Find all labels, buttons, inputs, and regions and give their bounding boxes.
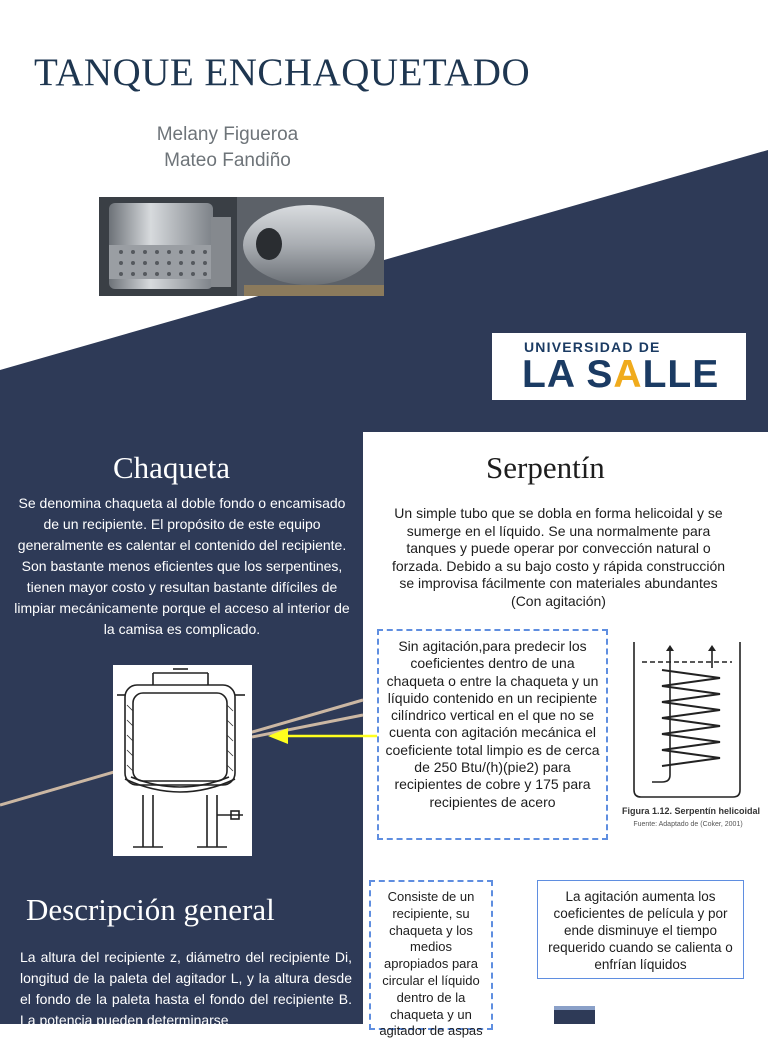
logo-text-a: LA S xyxy=(522,353,614,396)
figure-source: Fuente: Adaptado de (Coker, 2001) xyxy=(633,821,743,828)
logo-text-b: LLE xyxy=(642,353,720,396)
tank-photos xyxy=(99,197,384,296)
figure-caption: Figura 1.12. Serpentín helicoidal xyxy=(622,806,761,816)
sin-agitacion-box: Sin agitación,para predecir los coeficientes dentro de una chaqueta o entre la chaqueta y un líquido contenido en un recipiente cilíndrico vertical en el que no se cuenta con agitación mecánica el coeficiente total limpio es de cerca de 250 Btu/(h)(pie2) para recipientes de cobre y 175 para recipientes de acero xyxy=(377,629,608,840)
descripcion-text: La altura del recipiente z, diámetro del recipiente Di, longitud de la paleta del agitador L, y la altura desde el fondo de la paleta hasta el fondo del recipiente B. La potencia pueden determinarse xyxy=(20,949,352,1028)
logo-main-text xyxy=(522,353,719,397)
page-title: TANQUE ENCHAQUETADO xyxy=(34,51,531,94)
author-name: Mateo Fandiño xyxy=(164,150,291,171)
logo-top-text: UNIVERSIDAD DE xyxy=(524,339,661,355)
logo-gold-letter: A xyxy=(613,353,643,396)
serpentin-description: Un simple tubo que se dobla en forma helicoidal y se sumerge en el líquido. Se una normalmente para tanques y puede operar por convección natural o forzada. Debido a su bajo costo y rápida construcción se improvisa fácilmente con materiales abundantes (Con agitación) xyxy=(391,505,726,609)
jacketed-vessel-diagram xyxy=(113,665,252,856)
consiste-box: Consiste de un recipiente, su chaqueta y los medios apropiados para circular el líquido dentro de la chaqueta y un agitador de aspas xyxy=(369,880,493,1030)
helical-coil-diagram xyxy=(632,640,742,800)
author-name: Melany Figueroa xyxy=(156,124,299,145)
yellow-arrow-icon xyxy=(262,724,377,748)
small-figure-thumbnail xyxy=(554,1006,595,1024)
agitacion-box: La agitación aumenta los coeficientes de película y por ende disminuye el tiempo requerido cuando se calienta o enfrían líquidos xyxy=(537,880,744,979)
chaqueta-heading: Chaqueta xyxy=(113,450,231,485)
descripcion-heading: Descripción general xyxy=(26,892,275,927)
authors xyxy=(115,122,340,174)
serpentin-heading: Serpentín xyxy=(486,450,605,485)
university-logo xyxy=(492,333,746,400)
chaqueta-description: Se denomina chaqueta al doble fondo o encamisado de un recipiente. El propósito de este equipo generalmente es calentar el contenido del recipiente. Son bastante menos eficientes que los serpentines, tienen mayor costo y resultan bastante difíciles de limpiar mecánicamente porque el acceso al interior de la camisa es complicado. xyxy=(14,495,350,637)
